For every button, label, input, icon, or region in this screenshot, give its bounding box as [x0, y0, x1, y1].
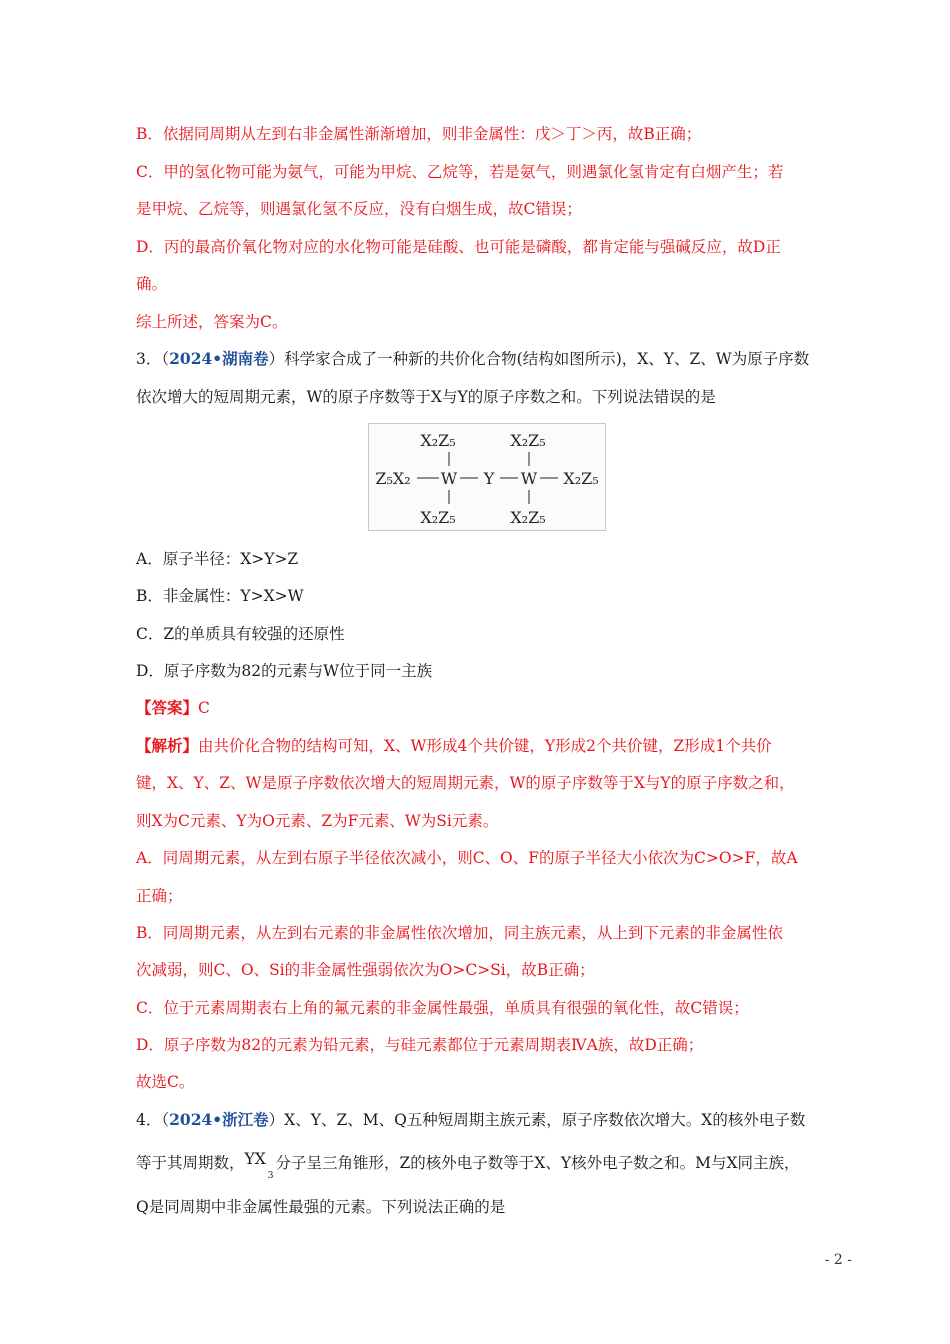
q3-analysis-line1	[136, 736, 836, 756]
q2-explanation-c-line1: C．甲的氢化物可能为氨气，可能为甲烷、乙烷等，若是氨气，则遇氯化氢肯定有白烟产生；若	[136, 163, 784, 181]
atom-w-left: W	[440, 469, 458, 488]
q3-explanation-c: C．位于元素周期表右上角的氟元素的非金属性最强，单质具有很强的氧化性，故C错误；	[136, 999, 749, 1017]
q3-option-a: A．原子半径：X>Y>Z	[136, 550, 299, 568]
atom-w-right: W	[520, 469, 538, 488]
q3-explanation-a-line1: A．同周期元素，从左到右原子半径依次减小，则C、O、F的原子半径大小依次为C>O>F，故A	[136, 849, 798, 867]
q3-explanation-b-line1: B．同周期元素，从左到右元素的非金属性依次增加，同主族元素，从上到下元素的非金属性依	[136, 924, 783, 942]
q3-source: 2024•湖南卷	[169, 349, 269, 368]
q3-explanation-a-line2: 正确；	[136, 887, 183, 905]
substituent-bottom-right: X₂Z₅	[510, 508, 546, 527]
q3-analysis-line2: 键，X、Y、Z、W是原子序数依次增大的短周期元素，W的原子序数等于X与Y的原子序数之和，	[136, 774, 795, 792]
answer-value: C	[198, 699, 210, 717]
q2-explanation-c-line2: 是甲烷、乙烷等，则遇氯化氢不反应，没有白烟生成，故C错误；	[136, 200, 582, 218]
q3-stem-line2: 依次增大的短周期元素，W的原子序数等于X与Y的原子序数之和。下列说法错误的是	[136, 388, 716, 406]
q4-stem-part-a: 等于其周期数，	[136, 1154, 245, 1172]
substituent-bottom-left: X₂Z₅	[420, 508, 456, 527]
q3-explanation-b-line2: 次减弱，则C、O、Si的非金属性强弱依次为O>C>Si，故B正确；	[136, 961, 595, 979]
structure-diagram	[368, 423, 606, 531]
q4-stem-line2	[136, 1150, 836, 1182]
analysis-text: 由共价化合物的结构可知，X、W形成4个共价键，Y形成2个共价键，Z形成1个共价	[198, 737, 772, 755]
formula-subscript: 3	[267, 1171, 274, 1182]
page-number: - 2 -	[824, 1252, 852, 1268]
q4-formula	[244, 1150, 274, 1182]
substituent-right: X₂Z₅	[563, 469, 599, 488]
q3-answer	[136, 698, 836, 718]
q2-explanation-b: B．依据同周期从左到右非金属性渐渐增加，则非金属性：戊＞丁＞丙，故B正确；	[136, 125, 702, 143]
q3-option-d: D．原子序数为82的元素与W位于同一主族	[136, 662, 433, 680]
q3-number: 3．（	[136, 350, 170, 368]
q2-explanation-d-line1: D．丙的最高价氧化物对应的水化物可能是硅酸、也可能是磷酸，都肯定能与强碱反应，故D正	[136, 238, 781, 256]
q3-stem-text: ）科学家合成了一种新的共价化合物(结构如图所示)，X、Y、Z、W为原子序数	[268, 350, 810, 368]
q3-option-c: C．Z的单质具有较强的还原性	[136, 625, 345, 643]
q4-source: 2024•浙江卷	[169, 1110, 269, 1129]
substituent-left: Z₅X₂	[375, 469, 411, 488]
atom-y: Y	[483, 469, 495, 488]
formula-main: YX	[244, 1150, 266, 1168]
q4-stem-text: ）X、Y、Z、M、Q五种短周期主族元素，原子序数依次增大。X的核外电子数	[268, 1111, 806, 1129]
q4-stem-part-b: 分子呈三角锥形，Z的核外电子数等于X、Y核外电子数之和。M与X同主族，	[275, 1154, 800, 1172]
q4-stem-line3: Q是同周期中非金属性最强的元素。下列说法正确的是	[136, 1198, 506, 1216]
q2-summary: 综上所述，答案为C。	[136, 313, 288, 331]
q3-option-b: B．非金属性：Y>X>W	[136, 587, 304, 605]
q2-explanation-d-line2: 确。	[136, 275, 168, 293]
q4-stem-line1	[136, 1110, 836, 1130]
answer-label: 【答案】	[136, 698, 199, 717]
q3-stem-line1	[136, 349, 836, 369]
q3-conclusion: 故选C。	[136, 1073, 195, 1091]
analysis-label: 【解析】	[136, 736, 199, 755]
q3-explanation-d: D．原子序数为82的元素为铅元素，与硅元素都位于元素周期表ⅣA族，故D正确；	[136, 1036, 704, 1054]
substituent-top-right: X₂Z₅	[510, 431, 546, 450]
substituent-top-left: X₂Z₅	[420, 431, 456, 450]
q3-analysis-line3: 则X为C元素、Y为O元素、Z为F元素、W为Si元素。	[136, 812, 499, 830]
q4-number: 4．（	[136, 1111, 170, 1129]
